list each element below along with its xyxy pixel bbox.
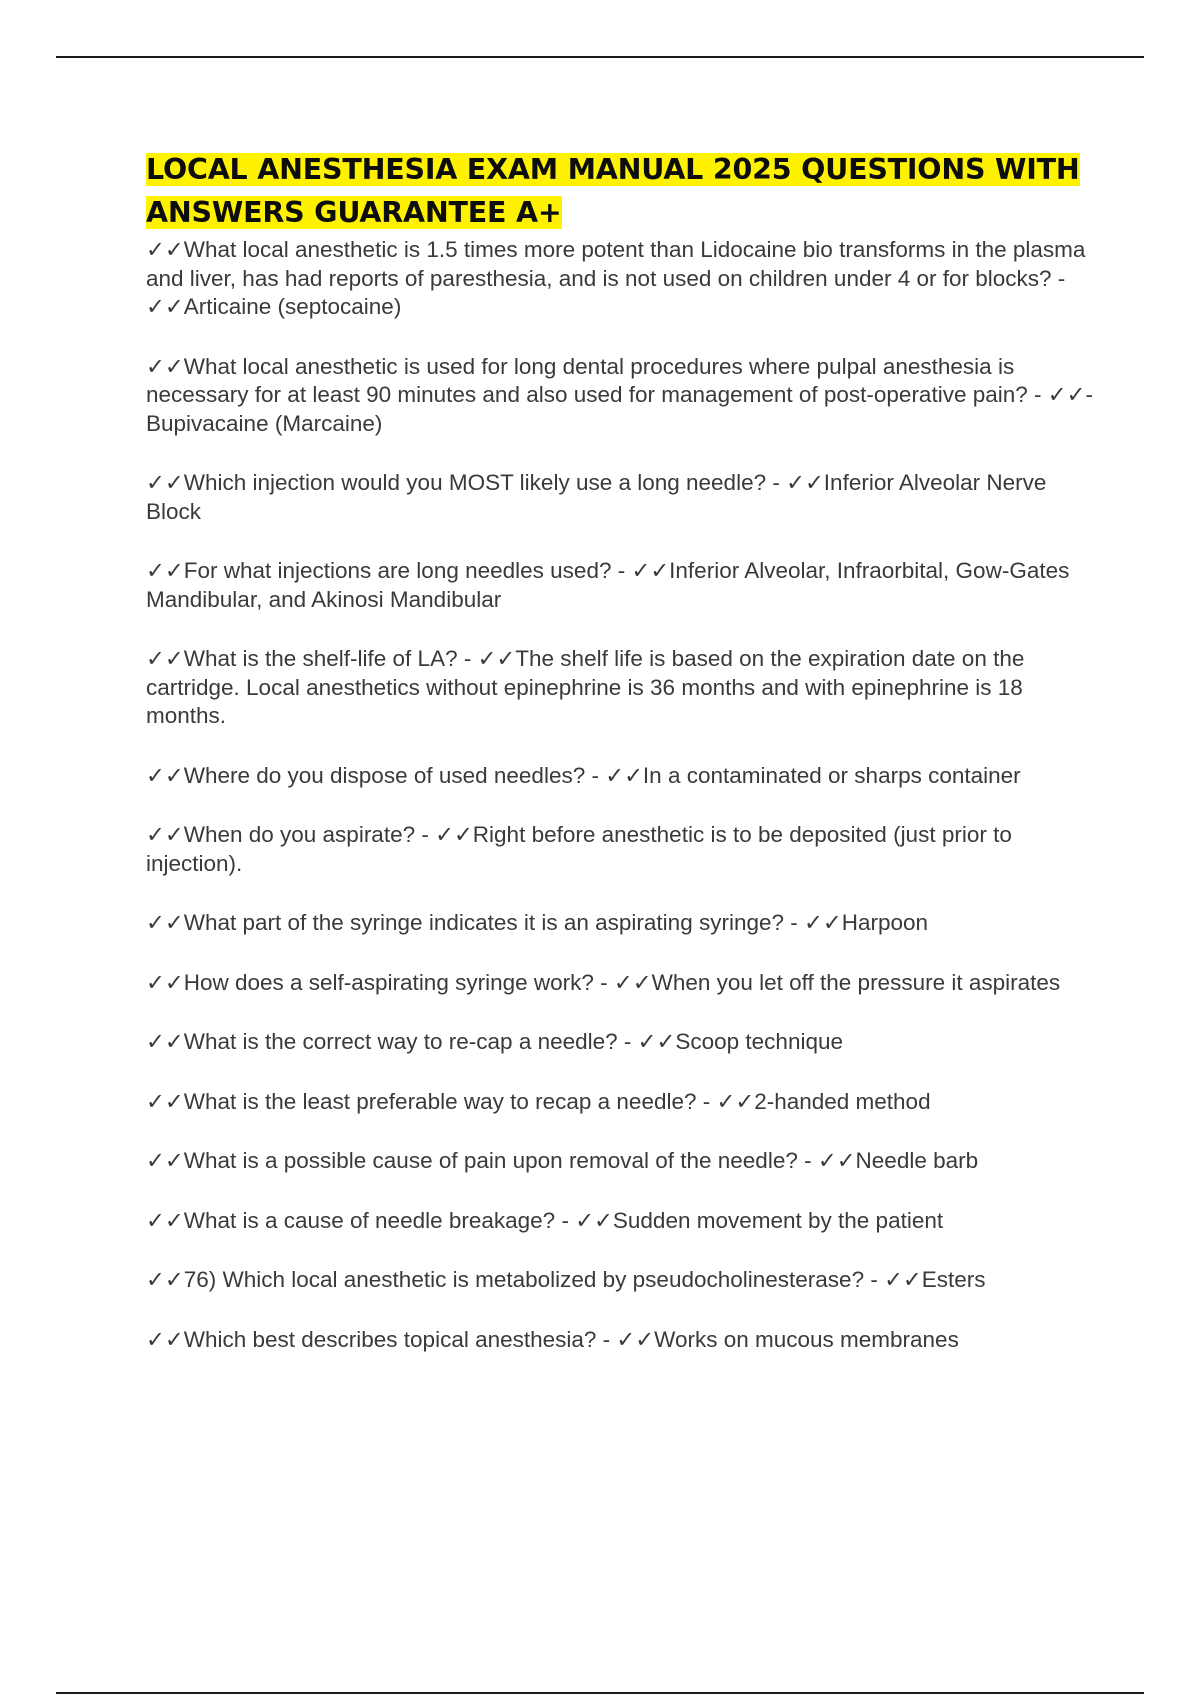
document-body bbox=[146, 148, 1096, 1385]
qa-item: ✓✓When do you aspirate? - ✓✓Right before anesthetic is to be deposited (just prior to injection). bbox=[146, 822, 1012, 876]
qa-item: ✓✓What is a cause of needle breakage? - ✓✓Sudden movement by the patient bbox=[146, 1207, 944, 1233]
qa-item: ✓✓How does a self-aspirating syringe work? - ✓✓When you let off the pressure it aspirates bbox=[146, 969, 1061, 995]
qa-item: ✓✓What part of the syringe indicates it is an aspirating syringe? - ✓✓Harpoon bbox=[146, 910, 929, 935]
qa-item: ✓✓Which injection would you MOST likely use a long needle? - ✓✓Inferior Alveolar Nerve Block bbox=[146, 470, 1047, 524]
qa-item: ✓✓What local anesthetic is used for long dental procedures where pulpal anesthesia is necessary for at least 90 minutes and also used for management of post-operative pain? - ✓✓-Bupivacaine (Marcaine) bbox=[146, 353, 1093, 436]
document-title-text: LOCAL ANESTHESIA EXAM MANUAL 2025 QUESTIONS WITH ANSWERS GUARANTEE A+ bbox=[146, 153, 1080, 229]
qa-item: ✓✓What is the correct way to re-cap a needle? - ✓✓Scoop technique bbox=[146, 1029, 843, 1054]
qa-item: ✓✓76) Which local anesthetic is metabolized by pseudocholinesterase? - ✓✓Esters bbox=[146, 1267, 986, 1292]
footer-rule bbox=[56, 1692, 1144, 1694]
qa-item: ✓✓For what injections are long needles used? - ✓✓Inferior Alveolar, Infraorbital, Gow-Gates Mandibular, and Akinosi Mandibular bbox=[146, 558, 1070, 612]
qa-item: ✓✓What is the shelf-life of LA? - ✓✓The shelf life is based on the expiration date on the cartridge. Local anesthetics without epinephrine is 36 months and with epinephrine is 18 months. bbox=[146, 646, 1025, 728]
document-title bbox=[146, 148, 1096, 234]
qa-item: ✓✓What local anesthetic is 1.5 times more potent than Lidocaine bio transforms in the plasma and liver, has had reports of paresthesia, and is not used on children under 4 or for blocks? - ✓✓Articaine (septocaine) bbox=[146, 237, 1086, 319]
qa-item: ✓✓Which best describes topical anesthesia? - ✓✓Works on mucous membranes bbox=[146, 1326, 959, 1352]
qa-list bbox=[146, 236, 1096, 1354]
header-rule bbox=[56, 56, 1144, 58]
qa-item: ✓✓What is the least preferable way to recap a needle? - ✓✓2-handed method bbox=[146, 1088, 931, 1114]
qa-item: ✓✓Where do you dispose of used needles? - ✓✓In a contaminated or sharps container bbox=[146, 762, 1021, 788]
qa-item: ✓✓What is a possible cause of pain upon removal of the needle? - ✓✓Needle barb bbox=[146, 1148, 979, 1173]
